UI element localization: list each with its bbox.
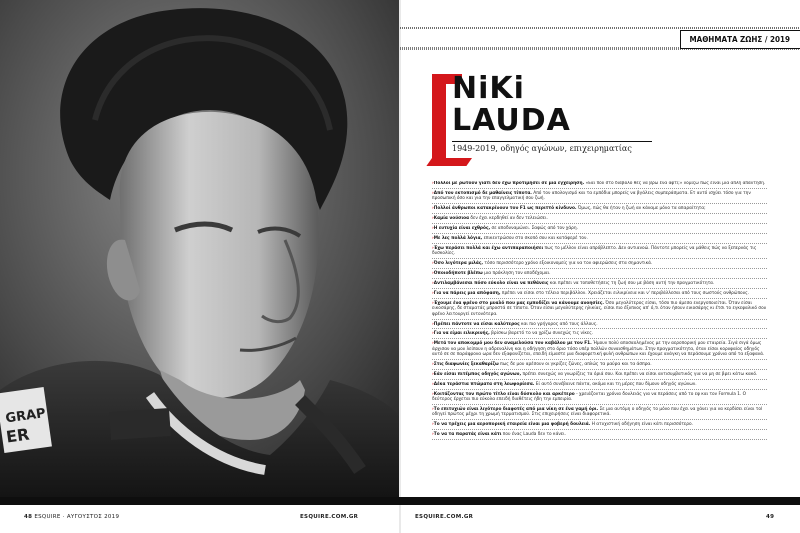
bullet-marker: › [432,271,434,277]
paragraph-text: δεν έχει κερδηθεί αν δεν τελειώσει. [469,216,548,222]
bullet-marker: › [432,407,434,413]
paragraph-text: που ένας Lauda δεν το κάνει. [501,432,566,438]
paragraph-text: βρίσκω βαρετό το να χρίζω συνεχώς τις νίκες. [489,331,594,337]
paragraph-text: πρέπει συνεχώς να γνωρίζεις τα όριά σου. Και πρέπει να είσαι αντισυμβατικός για να μη σε βρει κάτω κακό. [521,371,758,377]
paragraph-lead: Για να πάρεις μια απόφαση, [433,290,501,296]
paragraph-text: πως το μέλλον είναι απρόβλεπτο. Δεν αντιανοώ. Πάντοτε μπορείς να μάθεις πώς να ξεπερνάς τις δυσκολίες. [432,245,757,257]
bullet-marker: › [432,206,434,212]
bullet-marker: › [432,381,434,387]
paragraph-lead: Με λες πολλά λόγια, [433,235,483,241]
bullet-marker: › [432,261,434,267]
paragraph-lead: Κοιτάζοντας τον πρώτο τίτλο είναι δύσκολο και αρκέτερο [433,391,575,397]
bullet-marker: › [432,321,434,327]
paragraph-text: και πρέπει να τοποθετήσεις τη ζωή σου με βάση αυτή την πραγματικότητα. [548,280,715,286]
paragraph-text: Όσο μεγαλύτερος είσαι, τόσο πιο άμεσα ενεργοποιείται. Όταν είσαι εικοσάρης, δε σταματάς μπροστά σε τίποτα. Όταν είσαι μεγαλύτερης ηλικίας, είσαι πιο έξυπνος απ' ό,τι όταν ήσουν εικοσάρης κι έτσι το εγκεφαλικό σου φρένο λειτουργεί εντονότερα. [432,300,767,317]
section-tag: ΜΑΘΗΜΑΤΑ ΖΩΗΣ / 2019 [680,30,800,49]
bullet-marker: › [432,422,434,428]
paragraph-lead: Έχουμε ένα φρένο στο μυαλό που μας εμποδίζει να κάνουμε ανοησίες. [433,300,605,306]
paragraph-lead: Αντιλαμβάνεσαι πόσο εύκολο είναι να πεθάνεις [433,280,549,286]
paragraph-lead: Το επιτυχιών είναι λιγότερο διαφοτές από μια νίκη σε ένα γαμή όρι. [433,407,599,413]
article-paragraph [432,362,767,370]
article-paragraph [432,246,767,259]
paragraph-lead: Οποιοδήποτε βλέπω [433,271,483,277]
bullet-marker: › [432,190,434,196]
section-rule-top [400,27,800,29]
paragraph-text: σε αποδυναμώνει. Σαφώς από τον χάρη. [490,226,578,232]
article-body [432,181,767,493]
paragraph-lead: Από τον εκτοπισμό δε μαθαίνεις τίποτα. [433,190,532,196]
footer-bar [0,497,800,505]
article-paragraph [432,271,767,279]
article-paragraph [432,216,767,224]
bullet-marker: › [432,216,434,222]
paragraph-text: επικεντρώσου στο σκοπό σου και κατάφερέ τον. [482,235,588,241]
article-paragraph [432,322,767,330]
page-number-right: 49 [766,514,775,520]
bullet-marker: › [432,432,434,438]
bullet-marker: › [432,245,434,251]
url-left: ESQUIRE.COM.GR [300,514,359,520]
paragraph-lead: Το να τρέχεις μια αεροπορική εταιρεία είναι μια φοβερή δουλειά. [433,422,591,428]
paragraph-text: Από τον απολογισμό και τα εμπόδια μπορείς να βγάλεις συμπεράσματα. Ετ αυτό ισχύει τόσο για την προσωπική όσο και για την επαγγελματική σου ζωή. [432,190,751,202]
paragraph-text: πως δε μου αρέσουν οι γκρίζες ζώνες, απλώς τα μαύρα και τα άσπρα. [498,362,652,368]
paragraph-text: τόσο περισσότερο χρόνο εξοικονομείς για να τον αφιερώσεις στα σημαντικά. [483,261,653,267]
page-gutter [399,0,401,533]
paragraph-lead: Για να είμαι ειλικρινής, [433,331,490,337]
article-paragraph [432,301,767,320]
bullet-marker: › [432,226,434,232]
article-paragraph [432,341,767,360]
article-paragraph [432,226,767,234]
bullet-marker: › [432,331,434,337]
paragraph-text: Ήμουν πολύ αποσαολημένος με την αεροπορική μου εταιρεία. Σιγά σιγά όμως άρχισαν να μου λείπουν η αδρεναλίνη και η οδήγηση στο όριο τόσο υπέρ πολλών συναισθημάτων. Στην πραγματικότητα, όταν είσαι κορυφαίος οδηγός αυτό σε σε παράφρονα ωρα δεν εξαφανίζεται, επειδή είμαστε μια διαφορετική φυλή ανθρώπων και έχουμε ανάγκη να περάσουμε χρόνια από τα εξαφανά. [432,341,765,358]
article-paragraph [432,206,767,214]
title-first-name: NiKi [452,71,525,106]
portrait-illustration [0,0,400,497]
article-paragraph [432,392,767,405]
bullet-marker: › [432,341,434,347]
bullet-marker: › [432,280,434,286]
paragraph-lead: Δέκα τεράστια πτώματα στη λεωφορίεσα. [433,381,535,387]
title-last-name: LAUDA [452,103,571,138]
paragraph-lead: Εάν είσαι πιτέμπος οδηγός αγώνων, [433,371,522,377]
article-paragraph [432,407,767,420]
subtitle: 1949-2019, οδηγός αγώνων, επιχειρηματίας [452,144,632,153]
article-paragraph [432,432,767,440]
paragraph-text: πρέπει να είσαι στο τέλειο περιβάλλον. Χρειάζεται ειλικρίνεια και ν' περιβάλλεσαι από τους σωστούς ανθρώπους. [500,290,750,296]
article-paragraph [432,191,767,204]
subtitle-rule [452,141,652,142]
article-paragraph [432,281,767,289]
magazine-issue-left: ESQUIRE · ΑΥΓΟΥΣΤΟΣ 2019 [34,514,120,520]
paragraph-lead: Μετά τον αποκομμό μου δεν αναμελούσα τον καβάλου με τον F1. [433,341,592,347]
bullet-marker: › [432,371,434,377]
paragraph-lead: Πολλοί άνθρωποι κατακρίνουν τον F1 ως περιττό κίνδυνο. [433,206,577,212]
bullet-marker: › [432,290,434,296]
bullet-marker: › [432,362,434,368]
article-paragraph [432,291,767,299]
paragraph-lead: Πολλοί με ρωτούν γιατί δεν έχω προτιμήσει σε μια εγχείρηση. [433,181,585,186]
article-paragraph [432,372,767,380]
paragraph-text: Η ατυχιστική οδήγηση είναι κάτι περισσότερο. [590,422,693,428]
svg-text:GRAP: GRAP [4,406,47,427]
red-accent-bottom [426,158,472,166]
folio-left [24,514,119,520]
article-paragraph [432,236,767,244]
article-paragraph [432,331,767,339]
paragraph-lead: Καμία νούσιοα [433,216,470,222]
portrait-photo [0,0,400,497]
paragraph-text: - χρειάζονται χρόνια δουλειάς για να περάσεις από το εφ και τον Formula 1. Ο δεύτερος έρχεται πιο εύκολα επειδή διαθέτεις ήδη την εμπειρία. [432,391,747,403]
bullet-marker: › [432,391,434,397]
page-number-left: 48 [24,514,33,520]
paragraph-text: Όμως, πώς θα ήταν η ζωή αν κάναμε μόνο τα απαραίτητα; [576,206,706,212]
url-right: ESQUIRE.COM.GR [415,514,474,520]
paragraph-lead: Όσο λιγότερα μιλάς, [433,261,484,267]
paragraph-lead: Στις διαφωνίες ξεκαθαρίζω [433,362,499,368]
paragraph-text: «Εαι πού στο διάβολο θες να βρω ένα αφτί;» νομίζω πως είναι μια απλή απάντηση. [584,181,766,186]
article-paragraph [432,422,767,430]
article-paragraph [432,261,767,269]
bullet-marker: › [432,300,434,306]
paragraph-lead: Πρέπει πάντοτε να είσαι καλύτερος [433,321,520,327]
red-accent-bar [432,74,446,166]
paragraph-text: μια πρόκληση τον αποδέχομαι. [482,271,551,277]
bullet-marker: › [432,235,434,241]
article-paragraph [432,181,767,189]
paragraph-lead: Το να τα παρατάς είναι κάτι [433,432,502,438]
paragraph-text: Εί αυτό συνέβαινε πάντα, ακόμα και τη μέρες που δίμουν οδηγός αγώνων. [534,381,697,387]
paragraph-text: και πιο γρήγορος από τους άλλους. [519,321,598,327]
svg-text:ER: ER [4,424,31,447]
article-paragraph [432,382,767,390]
bullet-marker: › [432,181,434,186]
paragraph-lead: Η ευτυχία είναι εχθρός, [433,226,491,232]
paragraph-lead: Έχω περάσει πολλά και έχω αντιπαραποιήσει [433,245,544,251]
paragraph-text: Σε μια αυτόμη ο οδηγός το μόνο που έχει να χάνει για να κερδίσει είναι τοl οδηγεί πρώτος μέχρι τη χρωμή τερματισμού. Στις επιχειρήσεις είναι διαφορετικά. [432,407,763,418]
